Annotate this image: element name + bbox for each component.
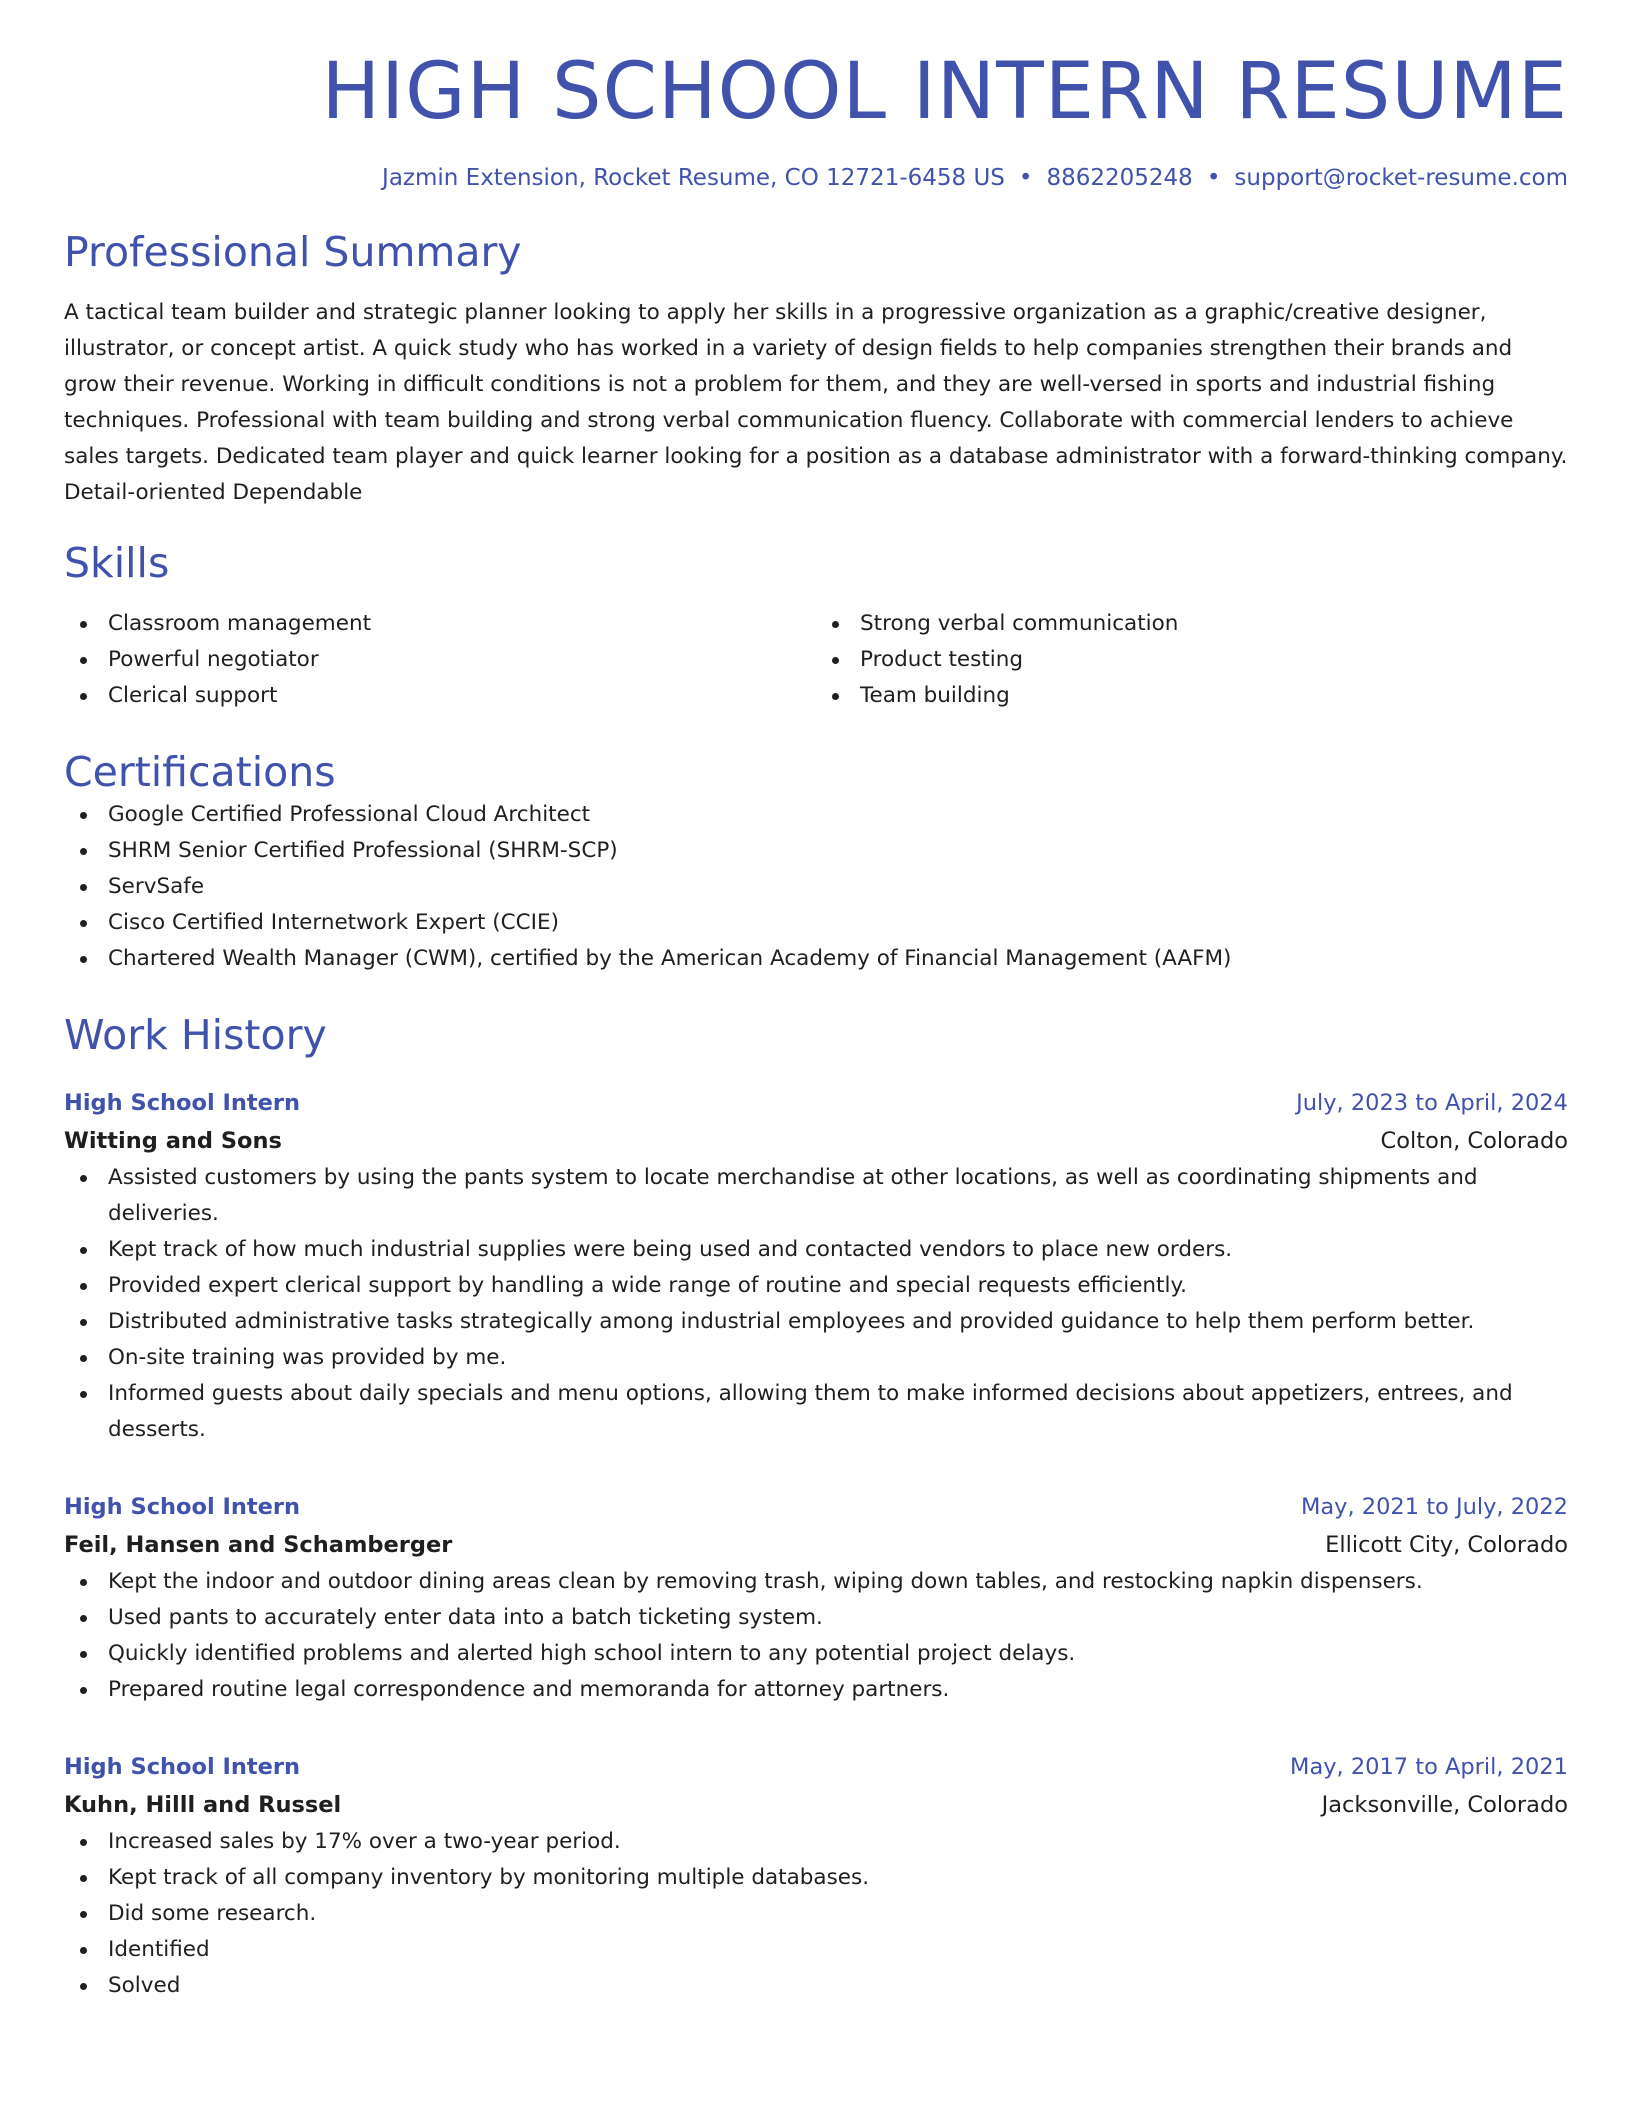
job-duty-item: Solved [64,1968,1568,2004]
job-company-row [64,1526,1568,1564]
skill-item: Strong verbal communication [816,606,1568,642]
job-duty-item: Kept the indoor and outdoor dining areas clean by removing trash, wiping down tables, and restocking napkin dispensers. [64,1564,1568,1600]
job-duty-item: On-site training was provided by me. [64,1340,1568,1376]
job-duty-item: Used pants to accurately enter data into a batch ticketing system. [64,1600,1568,1636]
skills-column-left [64,606,816,714]
summary-section [64,228,1568,511]
certification-item: Chartered Wealth Manager (CWM), certified by the American Academy of Financial Management (AAFM) [64,941,1568,977]
contact-email: support@rocket-resume.com [1234,164,1568,191]
skills-grid [64,606,1568,714]
work-history-section [64,1011,1568,2004]
job-duties-list [64,1824,1568,2004]
job-company: Kuhn, Hilll and Russel [64,1792,342,1819]
skills-heading: Skills [64,538,170,587]
job-duty-item: Kept track of all company inventory by monitoring multiple databases. [64,1860,1568,1896]
certification-item: Google Certified Professional Cloud Architect [64,797,1568,833]
job-company-row [64,1122,1568,1160]
job-company: Feil, Hansen and Schamberger [64,1532,453,1559]
skill-item: Product testing [816,642,1568,678]
contact-separator: • [1018,164,1033,191]
job-location: Ellicott City, Colorado [1325,1532,1568,1559]
job-company: Witting and Sons [64,1128,282,1155]
job-duty-item: Distributed administrative tasks strategically among industrial employees and provided guidance to help them perform better. [64,1304,1568,1340]
summary-text: A tactical team builder and strategic planner looking to apply her skills in a progressive organization as a graphic/creative designer, illustrator, or concept artist. A quick study who has worked in a variety of design fields to help companies strengthen their brands and grow their revenue. Working in difficult conditions is not a problem for them, and they are well-versed in sports and industrial fishing techniques. Professional with team building and strong verbal communication fluency. Collaborate with commercial lenders to achieve sales targets. Dedicated team player and quick learner looking for a position as a database administrator with a forward-thinking company. Detail-oriented Dependable [64,299,1568,505]
job-duty-item: Quickly identified problems and alerted high school intern to any potential project delays. [64,1636,1568,1672]
job-dates: May, 2021 to July, 2022 [1300,1494,1568,1521]
job-location: Jacksonville, Colorado [1321,1792,1568,1819]
job-title-row [64,1748,1568,1786]
skill-item: Clerical support [64,678,816,714]
skill-item: Classroom management [64,606,816,642]
job-duties-list [64,1160,1568,1448]
job-title-row [64,1488,1568,1526]
job-title: High School Intern [64,1494,301,1521]
job-duty-item: Did some research. [64,1896,1568,1932]
contact-separator: • [1206,164,1221,191]
job-dates: July, 2023 to April, 2024 [1296,1090,1568,1117]
skills-list-left [64,606,816,714]
certification-item: Cisco Certified Internetwork Expert (CCIE) [64,905,1568,941]
job-duty-item: Provided expert clerical support by handling a wide range of routine and special requests efficiently. [64,1268,1568,1304]
job-company-row [64,1786,1568,1824]
work-history-heading: Work History [64,1011,327,1060]
certifications-heading: Certifications [64,748,336,797]
skill-item: Team building [816,678,1568,714]
contact-phone: 8862205248 [1046,164,1193,191]
skill-item: Powerful negotiator [64,642,816,678]
job-title: High School Intern [64,1754,301,1781]
job-duty-item: Increased sales by 17% over a two-year period. [64,1824,1568,1860]
job-title-row [64,1084,1568,1122]
contact-line [64,164,1568,194]
job-duty-item: Informed guests about daily specials and menu options, allowing them to make informed decisions about appetizers, entrees, and desserts. [64,1376,1568,1448]
resume-title: HIGH SCHOOL INTERN RESUME [321,47,1568,137]
certifications-list [64,797,1568,977]
job-duty-item: Prepared routine legal correspondence and memoranda for attorney partners. [64,1672,1568,1708]
certification-item: ServSafe [64,869,1568,905]
certification-item: SHRM Senior Certified Professional (SHRM-SCP) [64,833,1568,869]
job-dates: May, 2017 to April, 2021 [1290,1754,1568,1781]
job-entry [64,1488,1568,1708]
job-duty-item: Identified [64,1932,1568,1968]
job-location: Colton, Colorado [1380,1128,1568,1155]
summary-heading: Professional Summary [64,227,522,276]
skills-column-right [816,606,1568,714]
job-duty-item: Assisted customers by using the pants system to locate merchandise at other locations, as well as coordinating shipments and deliveries. [64,1160,1568,1232]
job-duty-item: Kept track of how much industrial supplies were being used and contacted vendors to place new orders. [64,1232,1568,1268]
job-title: High School Intern [64,1090,301,1117]
skills-section [64,539,1568,714]
job-duties-list [64,1564,1568,1708]
contact-address: Jazmin Extension, Rocket Resume, CO 12721-6458 US [382,164,1005,191]
skills-list-right [816,606,1568,714]
job-entry [64,1748,1568,2004]
certifications-section [64,748,1568,977]
job-entry [64,1084,1568,1448]
